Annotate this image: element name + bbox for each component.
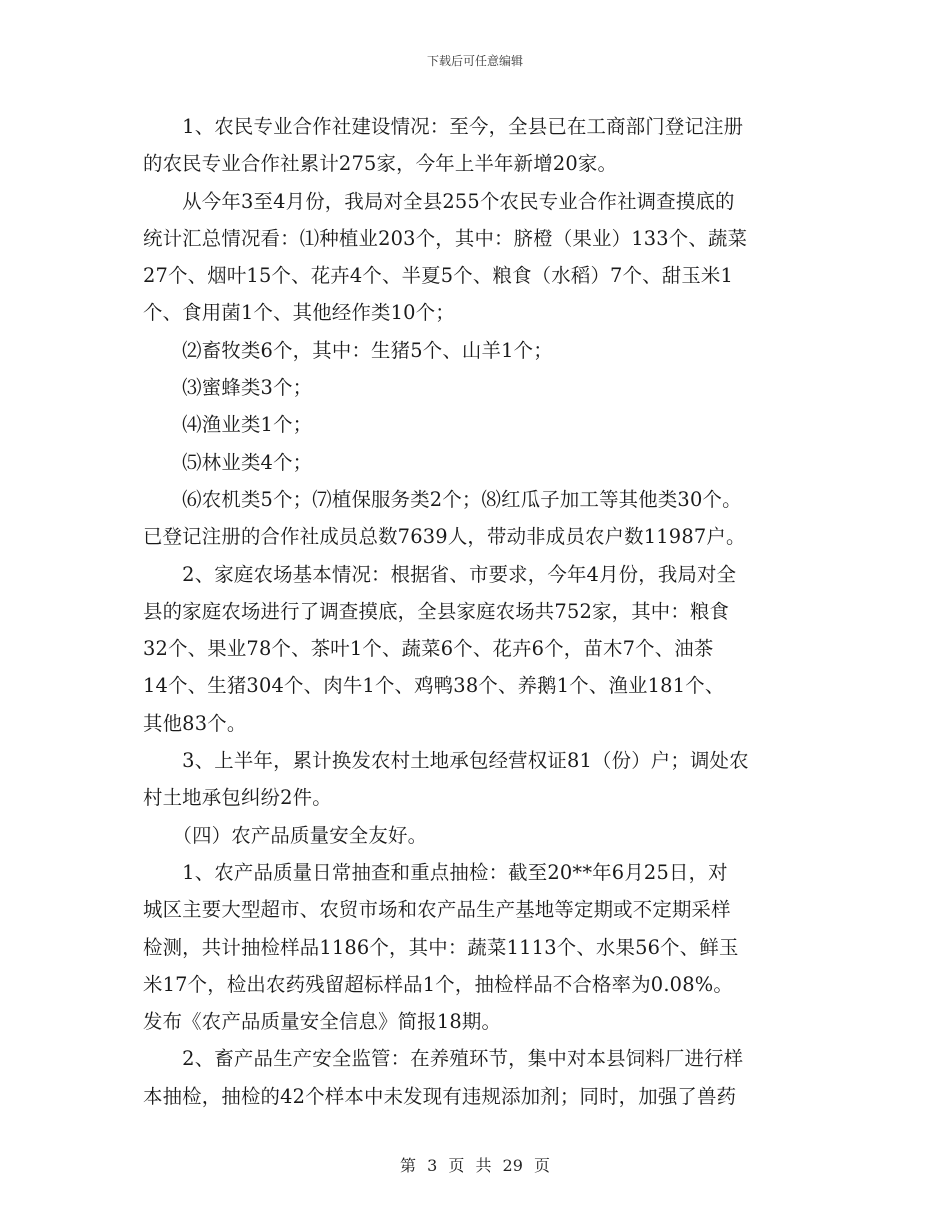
text-line: 本抽检，抽检的42个样本中未发现有违规添加剂；同时，加强了兽药 [143, 1084, 737, 1108]
text-line: 城区主要大型超市、农贸市场和农产品生产基地等定期或不定期采样 [143, 898, 731, 922]
text-line: 检测，共计抽检样品1186个，其中：蔬菜1113个、水果56个、鲜玉 [143, 935, 739, 959]
text-line: ⑷渔业类1个； [143, 413, 313, 437]
text-line: 的农民专业合作社累计275家，今年上半年新增20家。 [143, 152, 618, 176]
page-footer: 第 3 页 共 29 页 [400, 1156, 550, 1175]
text-line: 县的家庭农场进行了调查摸底，全县家庭农场共752家，其中：粮食 [143, 599, 730, 623]
text-line: ⑵畜牧类6个，其中：生猪5个、山羊1个； [143, 338, 553, 362]
text-line: 个、食用菌1个、其他经作类10个； [143, 301, 455, 325]
text-line: 米17个，检出农药残留超标样品1个，抽检样品不合格率为0.08%。 [143, 972, 733, 996]
document-body [143, 108, 815, 1115]
text-line: ⑶蜜蜂类3个； [143, 376, 313, 400]
text-line: 1、农民专业合作社建设情况：至今，全县已在工商部门登记注册 [143, 115, 744, 138]
text-line: ⑹农机类5个；⑺植保服务类2个；⑻红瓜子加工等其他类30个。 [143, 487, 742, 511]
text-line: 3、上半年，累计换发农村土地承包经营权证81（份）户；调处农 [143, 749, 749, 773]
text-line: 27个、烟叶15个、花卉4个、半夏5个、粮食（水稻）7个、甜玉米1 [143, 264, 734, 288]
text-line: （四）农产品质量安全友好。 [143, 823, 428, 847]
text-line: 发布《农产品质量安全信息》简报18期。 [143, 1010, 502, 1034]
text-line: 其他83个。 [143, 711, 247, 735]
text-line: 2、畜产品生产安全监管：在养殖环节，集中对本县饲料厂进行样 [143, 1047, 744, 1071]
page-header: 下载后可任意编辑 [426, 54, 523, 68]
text-line: ⑸林业类4个； [143, 450, 313, 474]
text-line: 14个、生猪304个、肉牛1个、鸡鸭38个、养鹅1个、渔业181个、 [143, 674, 725, 698]
text-line: 32个、果业78个、茶叶1个、蔬菜6个、花卉6个，苗木7个、油茶 [143, 637, 714, 661]
text-line: 1、农产品质量日常抽查和重点抽检：截至20**年6月25日，对 [143, 860, 728, 884]
text-line: 从今年3至4月份，我局对全县255个农民专业合作社调查摸底的 [143, 189, 735, 213]
text-line: 已登记注册的合作社成员总数7639人，带动非成员农户数11987户。 [143, 525, 746, 549]
text-line: 2、家庭农场基本情况：根据省、市要求，今年4月份，我局对全 [143, 562, 737, 586]
text-line: 统计汇总情况看：⑴种植业203个，其中：脐橙（果业）133个、蔬菜 [143, 226, 748, 250]
text-line: 村土地承包纠纷2件。 [143, 786, 332, 810]
